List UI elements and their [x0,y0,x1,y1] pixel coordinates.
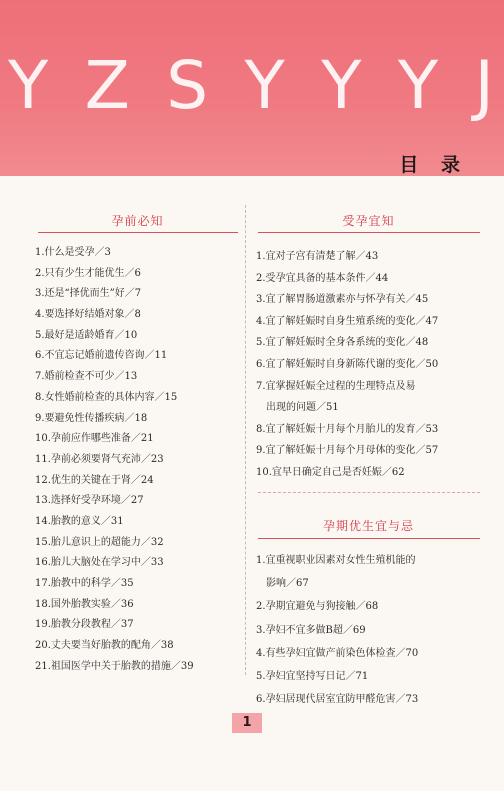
toc-entry[interactable]: 12.优生的关键在于肾／24 [35,474,154,486]
toc-entry[interactable]: 6.不宜忘记婚前遗传咨询／11 [35,350,168,362]
toc-entry[interactable]: 4.要选择好结婚对象／8 [35,309,141,321]
toc-entry[interactable]: 3.还是“择优而生”好／7 [35,288,142,300]
section-rule [38,232,238,233]
toc-list-bottom [256,552,488,714]
toc-entry[interactable]: 5.宜了解妊娠时全身各系统的变化／48 [256,337,429,349]
toc-entry[interactable]: 9.宜了解妊娠十月每个月母体的变化／57 [256,445,439,457]
toc-entry[interactable]: 1.宜重视职业因素对女性生殖机能的 [256,555,416,566]
banner-letter: S [166,47,211,124]
toc-entry[interactable]: 2.受孕宜具备的基本条件／44 [256,272,389,284]
toc-entry[interactable]: 8.女性婚前检查的具体内容／15 [35,391,178,403]
toc-entry[interactable]: 16.胎儿大脑处在学习中／33 [35,557,164,569]
toc-entry[interactable]: 14.胎教的意义／31 [35,515,124,527]
toc-entry[interactable]: 2.孕期宜避免与狗接触／68 [256,601,379,613]
section-title-left: 孕前必知 [111,214,164,228]
toc-entry[interactable]: 17.胎教中的科学／35 [35,578,134,589]
page-number: 1 [232,713,262,733]
toc-entry[interactable]: 20.丈夫要当好胎教的配角／38 [35,640,174,652]
banner-letter: Z [84,47,132,124]
banner-letter: Y [321,47,364,124]
section-title-middle: 受孕宜知 [342,214,395,228]
toc-entry[interactable]: 21.祖国医学中关于胎教的措施／39 [35,660,194,672]
toc-entry[interactable]: 3.孕妇不宜多做B超／69 [256,624,366,636]
toc-entry[interactable]: 4.宜了解妊娠时自身生殖系统的变化／47 [256,315,439,327]
banner-letter: Y [397,47,441,124]
banner-letters [8,46,496,126]
toc-entry-continuation[interactable]: 影响／67 [266,578,309,590]
toc-entry[interactable]: 19.胎教分段教程／37 [35,619,134,631]
toc-entry[interactable]: 10.宜早日确定自己是否妊娠／62 [256,466,405,478]
toc-entry[interactable]: 13.选择好受孕环境／27 [35,495,144,507]
toc-entry[interactable]: 5.孕妇宜坚持写日记／71 [256,670,369,682]
toc-entry[interactable]: 1.宜对子宫有清楚了解／43 [256,251,379,262]
toc-entry[interactable]: 10.孕前应作哪些准备／21 [35,433,154,445]
toc-list-middle [256,248,488,486]
section-separator [258,492,480,493]
toc-entry[interactable]: 6.孕妇居现代居室宜防甲醛危害／73 [256,694,419,706]
toc-entry[interactable]: 7.婚前检查不可少／13 [35,371,138,383]
banner-letter: Y [244,47,287,124]
toc-entry[interactable]: 4.有些孕妇宜做产前染色体检查／70 [256,647,419,659]
column-divider [245,205,246,675]
banner-letter: Y [8,47,51,124]
toc-entry[interactable]: 5.最好是适龄婚育／10 [35,329,138,341]
section-title-bottom: 孕期优生宜与忌 [322,519,414,533]
toc-entry[interactable]: 11.孕前必须要肾气充沛／23 [35,453,164,465]
toc-entry[interactable]: 8.宜了解妊娠十月每个月胎儿的发育／53 [256,423,439,435]
toc-entry[interactable]: 18.国外胎教实验／36 [35,598,134,610]
toc-entry[interactable]: 15.胎儿意识上的超能力／32 [35,536,164,548]
section-rule [258,232,480,233]
toc-list-left [35,244,240,678]
toc-entry[interactable]: 7.宜掌握妊娠全过程的生理特点及易 [256,380,416,392]
toc-entry[interactable]: 2.只有少生才能优生／6 [35,267,141,279]
toc-entry[interactable]: 3.宜了解胃肠道激素亦与怀孕有关／45 [256,294,429,306]
banner-letter: J [474,47,496,124]
toc-entry[interactable]: 9.要避免性传播疾病／18 [35,412,148,424]
toc-entry[interactable]: 6.宜了解妊娠时自身新陈代谢的变化／50 [256,358,439,370]
toc-entry[interactable]: 1.什么是受孕／3 [35,247,111,258]
page-title: 目 录 [399,154,468,176]
toc-entry-continuation[interactable]: 出现的问题／51 [266,402,339,414]
section-rule [258,538,480,539]
